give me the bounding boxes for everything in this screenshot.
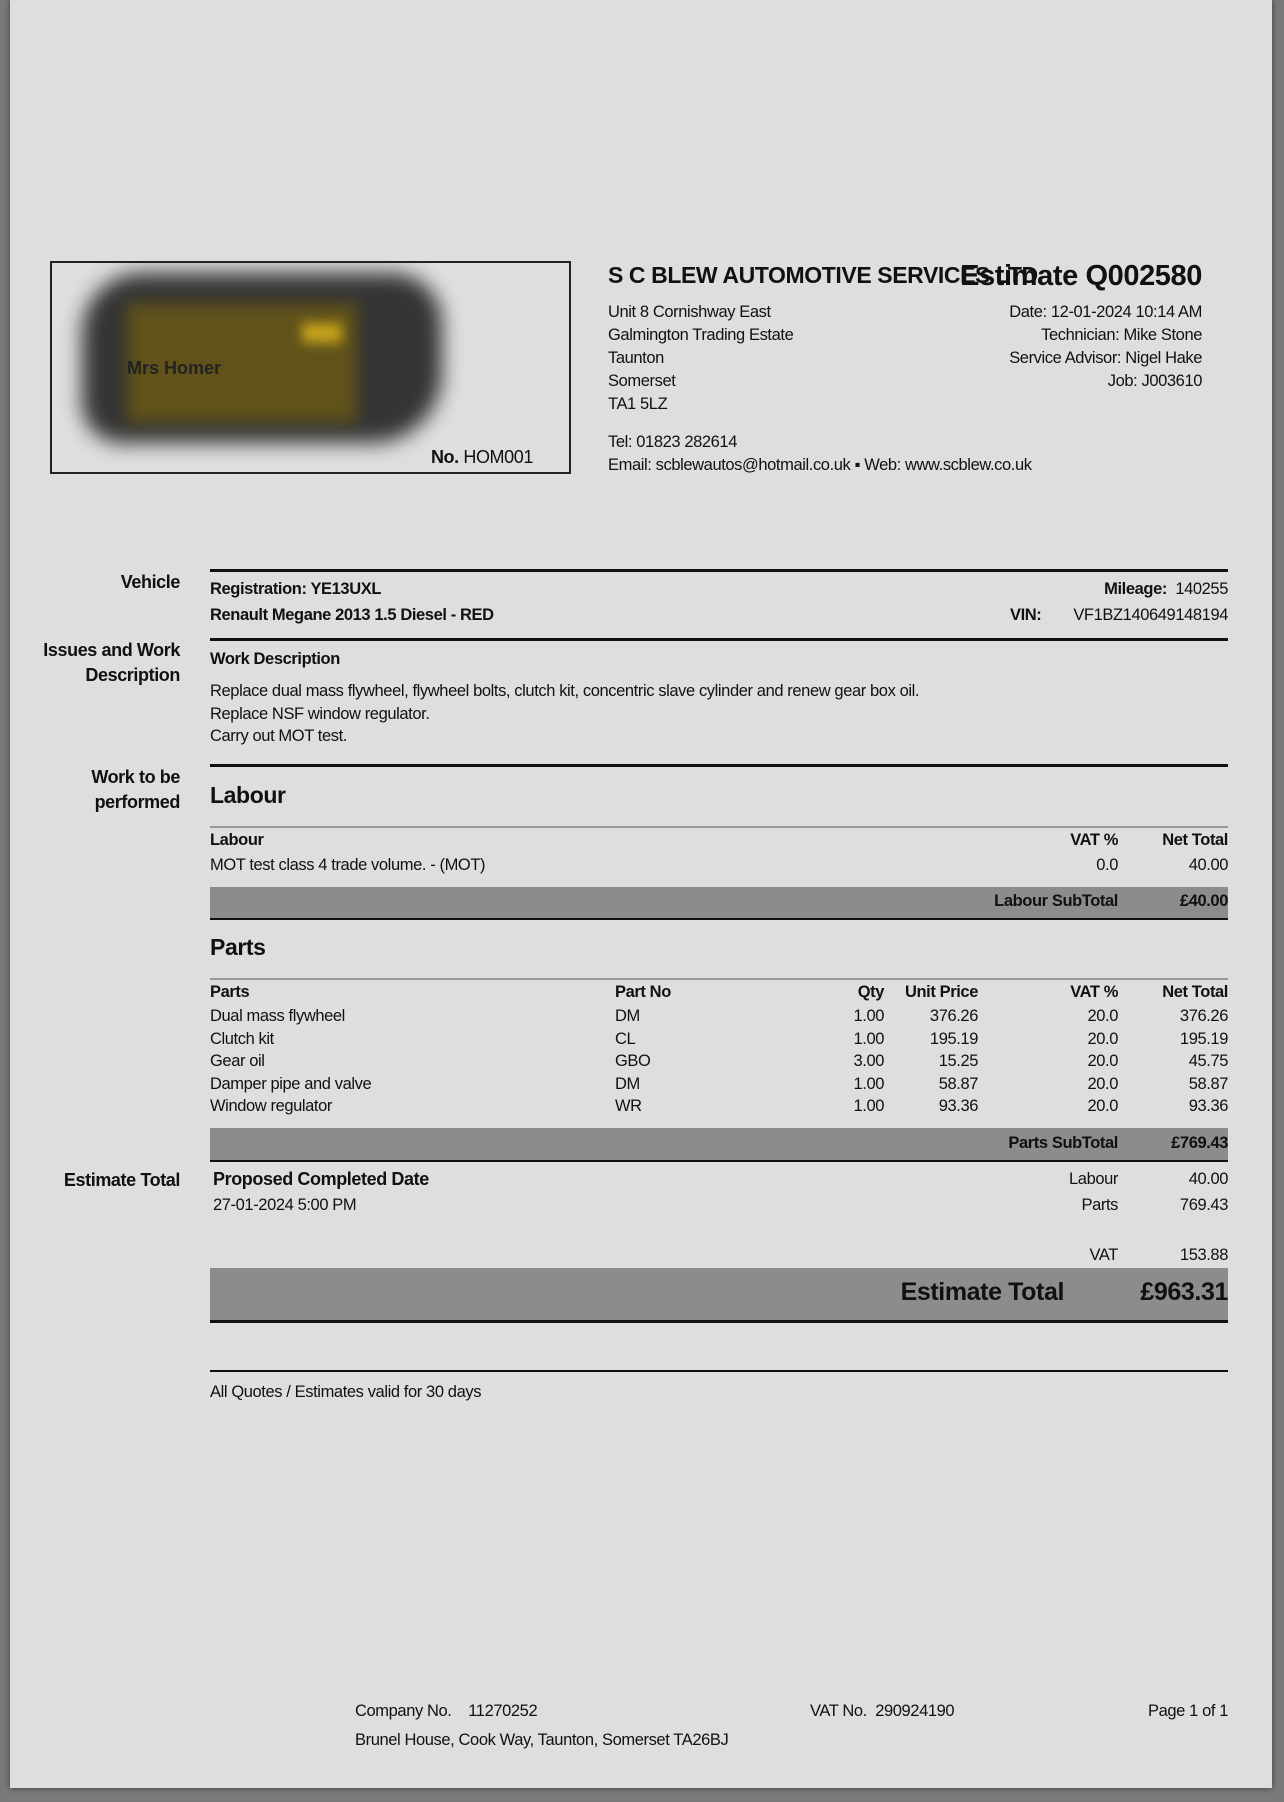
part-vat: 20.0 (1087, 1097, 1118, 1115)
table-row (10, 1007, 1272, 1030)
vin-value: VF1BZ140649148194 (1073, 606, 1228, 624)
company-no-value: 11270252 (468, 1702, 538, 1720)
table-row (10, 1097, 1272, 1120)
parts-subtotal-value: £769.43 (1171, 1134, 1228, 1152)
proposed-date-label: Proposed Completed Date (213, 1169, 429, 1189)
work-section-label (10, 765, 180, 815)
company-email-web: Email: scblewautos@hotmail.co.uk ▪ Web: www.scblew.co.uk (608, 456, 1032, 474)
part-net: 195.19 (1179, 1029, 1228, 1048)
part-net: 58.87 (1188, 1074, 1228, 1093)
part-qty: 1.00 (853, 1029, 884, 1048)
total-parts-label: Parts (1081, 1196, 1118, 1214)
part-unit-price: 195.19 (929, 1029, 978, 1048)
company-contact (608, 431, 1032, 477)
part-number: DM (615, 1074, 640, 1093)
footer-company-no (355, 1702, 537, 1721)
parts-col-vat: VAT % (1070, 983, 1118, 1001)
address-line: TA1 5LZ (608, 395, 668, 413)
address-line: Somerset (608, 372, 676, 390)
part-unit-price: 15.25 (938, 1052, 978, 1070)
total-section-label: Estimate Total (63, 1170, 180, 1190)
estimate-technician: Technician: Mike Stone (1041, 326, 1202, 344)
part-number: WR (615, 1097, 642, 1115)
parts-section-title: Parts (210, 934, 266, 960)
company-name: S C BLEW AUTOMOTIVE SERVICES LTD (608, 262, 1038, 288)
page-number: Page 1 of 1 (1147, 1702, 1228, 1720)
table-row (10, 1075, 1272, 1098)
work-description-line: Carry out MOT test. (210, 727, 347, 745)
parts-col-partno: Part No (615, 983, 671, 1001)
labour-row-net: 40.00 (1188, 856, 1228, 874)
customer-number-label: No. (430, 447, 459, 467)
part-vat: 20.0 (1087, 1052, 1118, 1070)
parts-col-net: Net Total (1162, 983, 1228, 1001)
company-no-label: Company No. (355, 1702, 452, 1720)
parts-col-name: Parts (210, 983, 250, 1001)
estimate-advisor: Service Advisor: Nigel Hake (1009, 349, 1202, 367)
table-row (10, 1052, 1272, 1075)
part-net: 45.75 (1188, 1052, 1228, 1070)
estimate-meta (1009, 301, 1202, 393)
divider (210, 764, 1228, 767)
part-vat: 20.0 (1087, 1029, 1118, 1048)
estimate-page (10, 0, 1272, 1788)
labour-col-net: Net Total (1162, 831, 1228, 849)
company-tel: Tel: 01823 282614 (608, 433, 737, 451)
parts-subtotal-label: Parts SubTotal (1008, 1134, 1118, 1152)
labour-section-title: Labour (210, 782, 286, 808)
footer-address: Brunel House, Cook Way, Taunton, Somerset TA26BJ (355, 1731, 729, 1749)
address-line: Unit 8 Cornishway East (608, 303, 771, 321)
part-name: Gear oil (210, 1052, 265, 1070)
proposed-date-value: 27-01-2024 5:00 PM (213, 1196, 357, 1214)
labour-row-vat: 0.0 (1096, 856, 1118, 874)
mileage-label: Mileage: (1104, 580, 1167, 598)
total-labour-value: 40.00 (1188, 1170, 1228, 1188)
estimate-title: Estimate Q002580 (960, 260, 1202, 292)
customer-box (50, 261, 571, 474)
validity-note: All Quotes / Estimates valid for 30 days (210, 1383, 482, 1401)
part-qty: 3.00 (853, 1052, 884, 1070)
estimate-total-label: Estimate Total (900, 1278, 1064, 1306)
divider (210, 978, 1228, 980)
part-qty: 1.00 (853, 1007, 884, 1025)
work-description-heading: Work Description (210, 650, 340, 668)
customer-number-value: HOM001 (463, 447, 533, 467)
mileage-value: 140255 (1175, 580, 1228, 598)
part-name: Dual mass flywheel (210, 1007, 345, 1025)
divider (210, 638, 1228, 641)
issues-label-line: Description (85, 665, 180, 685)
vehicle-model: Renault Megane 2013 1.5 Diesel - RED (210, 606, 494, 624)
vat-no-value: 290924190 (875, 1702, 955, 1720)
divider (210, 569, 1228, 572)
part-number: DM (615, 1007, 640, 1025)
labour-subtotal-value: £40.00 (1179, 892, 1228, 910)
part-number: CL (615, 1029, 636, 1048)
work-label-line: performed (94, 792, 180, 812)
issues-label-line: Issues and Work (43, 640, 180, 660)
part-unit-price: 376.26 (929, 1007, 978, 1025)
estimate-total-bar (210, 1268, 1228, 1323)
part-unit-price: 93.36 (938, 1097, 978, 1115)
vehicle-section-label: Vehicle (120, 572, 180, 592)
total-vat-label: VAT (1089, 1246, 1118, 1264)
issues-section-label (10, 638, 180, 688)
total-parts-value: 769.43 (1179, 1196, 1228, 1214)
part-qty: 1.00 (853, 1097, 884, 1115)
estimate-date: Date: 12-01-2024 10:14 AM (1009, 303, 1202, 321)
labour-subtotal-label: Labour SubTotal (994, 892, 1118, 910)
total-labour-label: Labour (1069, 1170, 1118, 1188)
part-net: 376.26 (1179, 1007, 1228, 1025)
redaction-mark (302, 323, 342, 343)
estimate-total-value: £963.31 (1140, 1278, 1228, 1306)
vat-no-label: VAT No. (810, 1702, 867, 1720)
table-row (10, 1030, 1272, 1053)
part-name: Clutch kit (210, 1029, 274, 1048)
part-name: Window regulator (210, 1097, 332, 1115)
part-qty: 1.00 (853, 1074, 884, 1093)
work-label-line: Work to be (91, 767, 180, 787)
work-description-text (210, 680, 919, 748)
customer-number (431, 447, 533, 468)
part-unit-price: 58.87 (938, 1074, 978, 1093)
labour-col-name: Labour (210, 831, 264, 849)
parts-col-qty: Qty (857, 983, 884, 1001)
work-description-line: Replace NSF window regulator. (210, 704, 430, 723)
address-line: Galmington Trading Estate (608, 326, 794, 344)
labour-row-name: MOT test class 4 trade volume. - (MOT) (210, 856, 486, 874)
address-line: Taunton (608, 349, 664, 367)
part-name: Damper pipe and valve (210, 1074, 372, 1093)
estimate-job: Job: J003610 (1107, 372, 1202, 390)
vehicle-mileage (1104, 580, 1228, 599)
company-address (608, 301, 793, 416)
vehicle-registration: Registration: YE13UXL (210, 580, 382, 598)
divider (210, 1370, 1228, 1372)
parts-col-unit: Unit Price (904, 983, 978, 1001)
part-vat: 20.0 (1087, 1007, 1118, 1025)
customer-name: Mrs Homer (127, 358, 222, 378)
footer-vat-no (810, 1702, 954, 1721)
work-description-line: Replace dual mass flywheel, flywheel bolts, clutch kit, concentric slave cylinder and renew gear box oil. (210, 682, 920, 700)
part-number: GBO (615, 1052, 651, 1070)
part-vat: 20.0 (1087, 1074, 1118, 1093)
part-net: 93.36 (1188, 1097, 1228, 1115)
vin-label: VIN: (1010, 606, 1042, 624)
labour-col-vat: VAT % (1070, 831, 1118, 849)
total-vat-value: 153.88 (1179, 1246, 1228, 1264)
divider (210, 826, 1228, 828)
